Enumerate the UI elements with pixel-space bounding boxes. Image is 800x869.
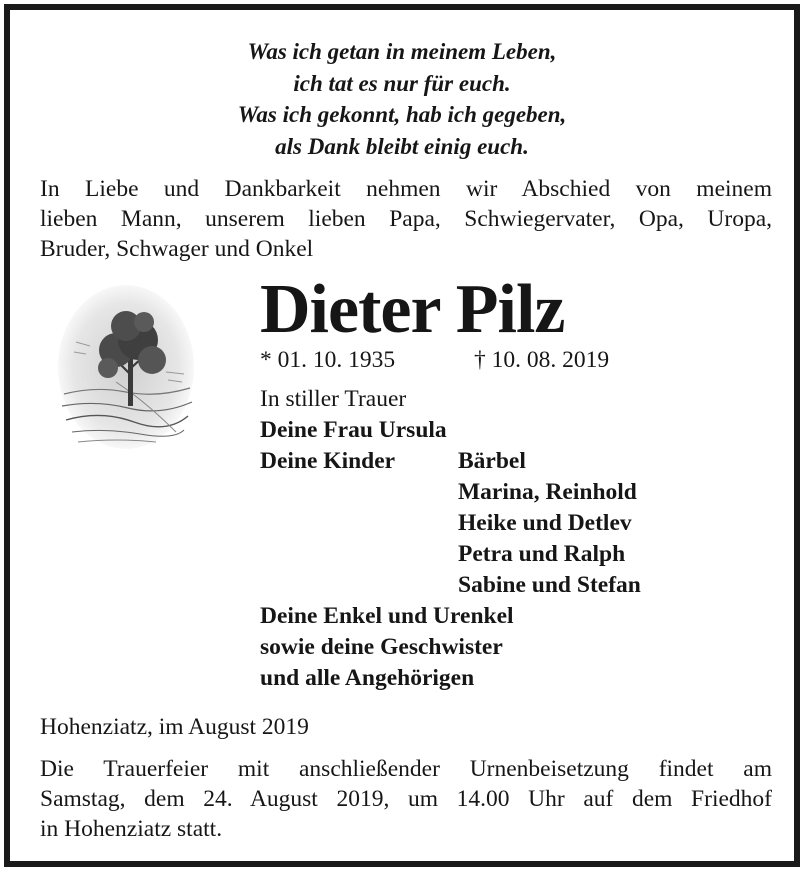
funeral-line: Samstag, dem 24. August 2019, um 14.00 Uhr auf dem Friedhof: [40, 786, 772, 812]
intro-line: lieben Mann, unserem lieben Papa, Schwiegervater, Opa, Uropa,: [40, 206, 772, 232]
funeral-line: Die Trauerfeier mit anschließender Urnenbeisetzung findet am: [40, 756, 772, 782]
child-name: Petra und Ralph: [458, 541, 626, 567]
child-name: Sabine und Stefan: [458, 572, 641, 598]
death-date: † 10. 08. 2019: [474, 347, 610, 373]
mourner-wife: Deine Frau Ursula: [260, 417, 447, 443]
mourners-block: [260, 384, 641, 694]
obituary-frame: [4, 4, 800, 867]
mourner-relatives: und alle Angehörigen: [260, 665, 475, 691]
birth-date: * 01. 10. 1935: [260, 347, 396, 373]
children-label: Deine Kinder: [260, 448, 396, 474]
intro-line: Bruder, Schwager und Onkel: [40, 236, 314, 262]
mourner-siblings: sowie deine Geschwister: [260, 634, 503, 660]
deceased-name: Dieter Pilz: [260, 271, 565, 348]
poem: [10, 36, 794, 162]
child-name: Marina, Reinhold: [458, 479, 637, 505]
intro-line: In Liebe und Dankbarkeit nehmen wir Abschied von meinem: [40, 176, 772, 202]
poem-line: Was ich gekonnt, hab ich gegeben,: [237, 102, 567, 127]
intro-text: [40, 174, 772, 264]
mourning-intro: In stiller Trauer: [260, 386, 407, 412]
child-name: Heike und Detlev: [458, 510, 632, 536]
tree-landscape-image: [56, 282, 196, 452]
mourner-grandchildren: Deine Enkel und Urenkel: [260, 603, 514, 629]
mourner-children: [260, 446, 641, 598]
funeral-line: in Hohenziatz statt.: [40, 816, 223, 842]
child-name: Bärbel: [458, 448, 526, 474]
poem-line: ich tat es nur für euch.: [293, 70, 511, 96]
place-date: Hohenziatz, im August 2019: [40, 714, 309, 740]
poem-line: Was ich getan in meinem Leben,: [247, 39, 557, 64]
poem-line: als Dank bleibt einig euch.: [275, 133, 529, 159]
life-dates: [260, 346, 610, 374]
children-list: [458, 446, 641, 601]
funeral-notice: [40, 754, 772, 844]
